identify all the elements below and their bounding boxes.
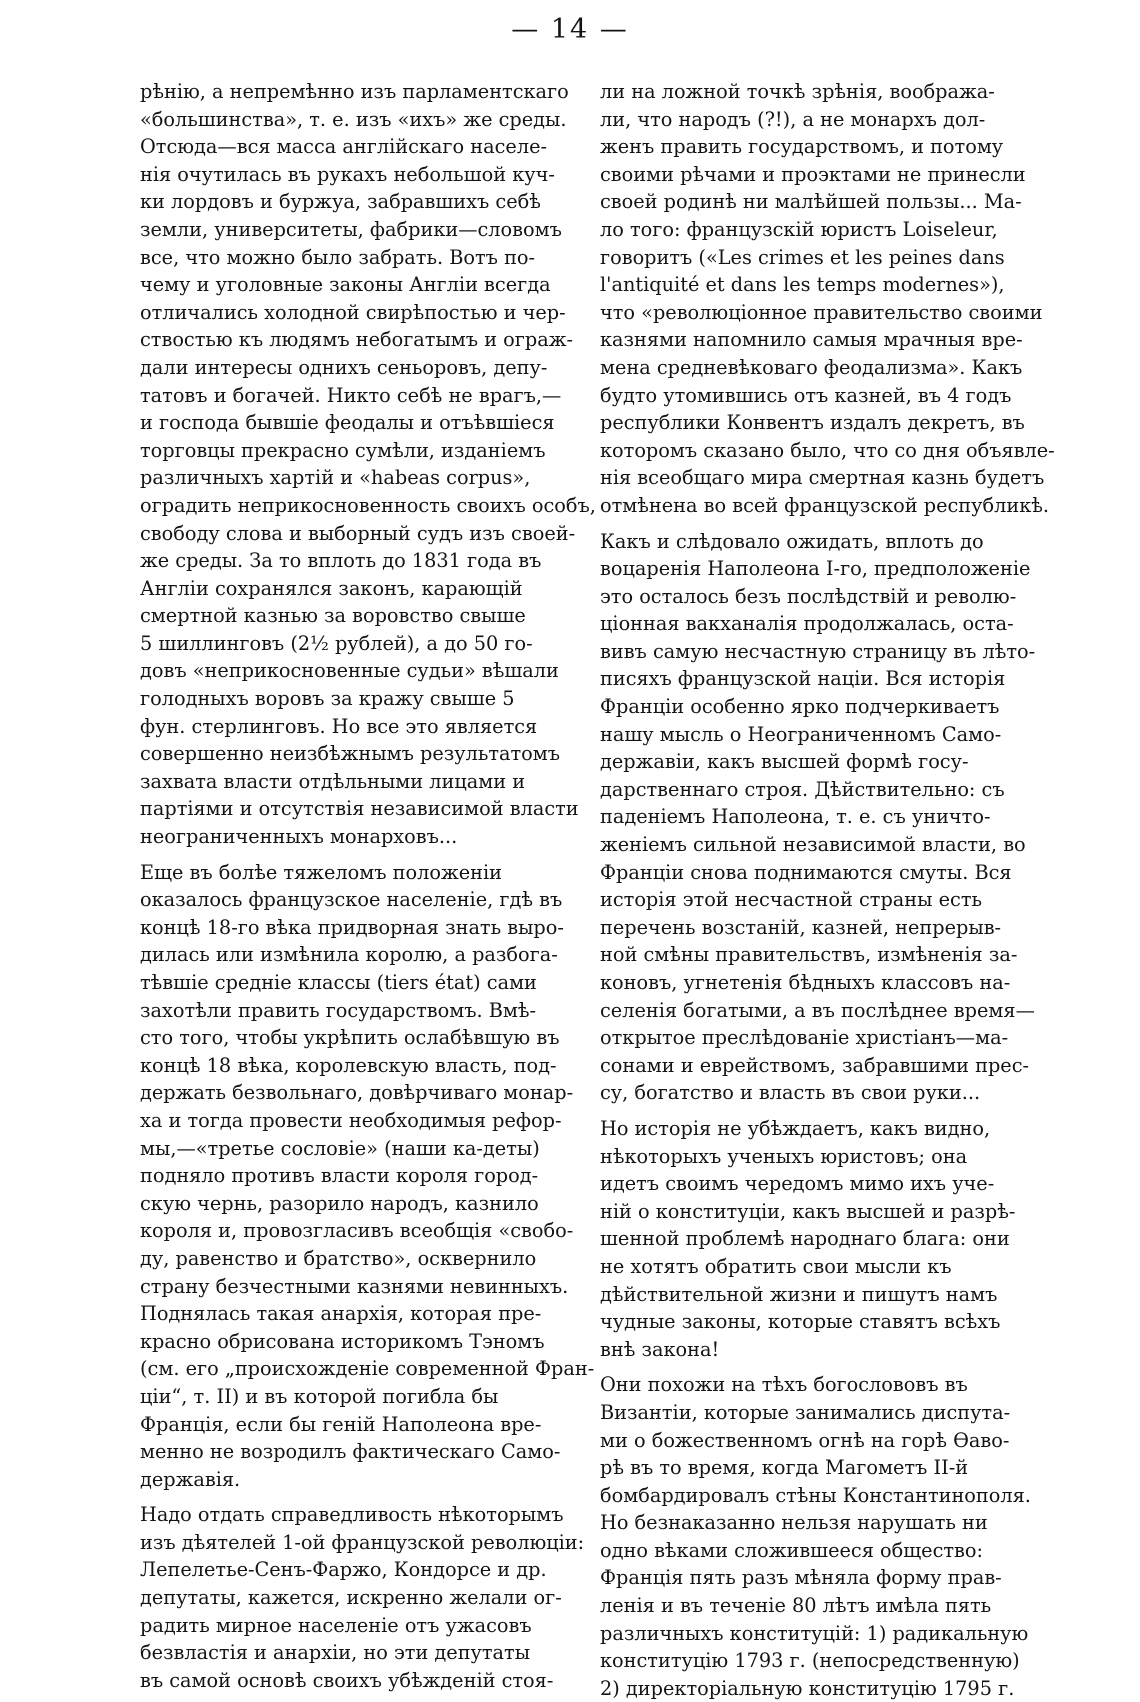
text-line: сонами и еврействомъ, забравшими прес- [600,1053,1030,1077]
text-line: внѣ закона! [600,1337,720,1361]
text-line: женіемъ сильной независимой власти, во [600,833,1026,857]
text-line: Но безнаказанно нельзя нарушать ни [600,1511,988,1535]
text-line: ціи“, т. II) и въ которой погибла бы [140,1384,499,1408]
text-line: ло того: французскій юристъ Loiseleur, [600,217,998,241]
text-line [600,1107,1030,1115]
text-line: ствостью къ людямъ небогатымъ и ограж- [140,328,573,352]
text-line: тѣвшіе средніе классы (tiers état) сами [140,971,537,994]
text-line: голодныхъ воровъ за кражу свыше 5 [140,687,515,711]
text-line: шенной проблемѣ народнаго блага: они [600,1227,1010,1251]
text-line: совершенно неизбѣжнымъ результатомъ [140,742,561,766]
text-line: идетъ своимъ чередомъ мимо ихъ уче- [600,1172,995,1196]
text-line: державіи, какъ высшей формѣ госу- [600,750,969,774]
text-line: которомъ сказано было, что со дня объявле- [600,438,1055,462]
text-line: рѣнію, а непремѣнно изъ парламентскаго [140,80,569,103]
text-line: это осталось безъ послѣдствій и револю- [600,584,1017,608]
text-line: подняло противъ власти короля город- [140,1164,539,1188]
text-line: паденіемъ Наполеона, т. е. съ уничто- [600,805,991,829]
text-line: оградить неприкосновенность своихъ особъ, [140,493,596,517]
text-line: казнями напомнило самыя мрачныя вре- [600,328,1023,352]
text-line: «большинства», т. е. изъ «ихъ» же среды. [140,107,567,131]
text-line: мена средневѣковаго феодализма». Какъ [600,355,1023,379]
text-line: своими рѣчами и проэктами не принесли [600,162,1026,186]
text-line: не хотятъ обратить свои мысли къ [600,1254,952,1278]
text-line: одно вѣками сложившееся общество: [600,1538,983,1562]
text-line: Франція, если бы геній Наполеона вре- [140,1412,542,1436]
text-line: депутаты, кажется, искренно желали ог- [140,1586,562,1610]
text-line: партіями и отсутствія независимой власти [140,797,579,821]
text-line: конституцію 1793 г. (непосредственную) [600,1649,1020,1673]
text-line: бомбардировалъ стѣны Константинополя. [600,1483,1031,1507]
text-line: Франціи особенно ярко подчеркиваетъ [600,695,1000,719]
text-line: короля и, провозгласивъ всеобщія «свобо- [140,1219,574,1243]
text-line: Отсюда—вся масса англійскаго населе- [140,135,547,159]
text-line: рѣ въ то время, когда Магометъ II-й [600,1456,969,1480]
text-line: перечень возстаній, казней, непрерыв- [600,915,1002,939]
text-line: татовъ и богачей. Никто себѣ не врагъ,— [140,383,562,407]
text-line: 5 шиллинговъ (2½ рублей), а до 50 го- [140,631,533,655]
text-line: мы,—«третье сословіе» (наши ка-деты) [140,1136,540,1160]
text-line: дѣйствительной жизни и пишутъ намъ [600,1282,998,1306]
text-line: менно не возродилъ фактическаго Само- [140,1440,561,1464]
text-line: воцаренія Наполеона I-го, предположеніе [600,557,1031,581]
text-line: Византіи, которые занимались диспута- [600,1400,1011,1424]
text-line: свободу слова и выборный судъ изъ своей- [140,521,576,545]
text-line: нашу мысль о Неограниченномъ Само- [600,722,1002,746]
text-line: безвластія и анархіи, но эти депутаты [140,1641,531,1665]
text-line: ціонная вакханалія продолжалась, оста- [600,612,1014,636]
text-line [600,1363,1030,1371]
text-line: нія очутилась въ рукахъ небольшой куч- [140,162,555,186]
text-line: Еще въ болѣе тяжеломъ положеніи [140,860,502,884]
text-line: различныхъ хартій и «habeas corpus», [140,466,531,490]
text-line: различныхъ конституцій: 1) радикальную [600,1621,1029,1645]
page-number: — 14 — [511,14,629,45]
text-line: Франція пять разъ мѣняла форму прав- [600,1566,1002,1590]
text-line: страну безчестными казнями невинныхъ. [140,1274,569,1298]
text-line: открытое преслѣдованіе христіанъ—ма- [600,1026,1009,1050]
text-line: ній о конституціи, какъ высшей и разрѣ- [600,1199,1016,1223]
text-line: Франціи снова поднимаются смуты. Вся [600,860,1012,884]
text-line: дарственнаго строя. Дѣйствительно: съ [600,777,1005,801]
text-line: 2) директоріальную конституцію 1795 г. [600,1676,1015,1700]
text-line [140,851,565,859]
text-line: су, богатство и власть въ свои руки... [600,1081,981,1105]
text-line: Но исторія не убѣждаетъ, какъ видно, [600,1116,991,1140]
text-line: Они похожи на тѣхъ богослововъ въ [600,1373,968,1397]
text-line: захотѣли править государствомъ. Вмѣ- [140,998,537,1022]
text-line: захвата власти отдѣльными лицами и [140,769,526,793]
text-line: все, что можно было забрать. Вотъ по- [140,245,536,269]
text-line: писяхъ французской націи. Вся исторія [600,667,1006,691]
text-line: Англіи сохранялся законъ, карающій [140,576,523,600]
text-line: красно обрисована историкомъ Тэномъ [140,1329,545,1353]
text-line: республики Конвентъ издалъ декретъ, въ [600,411,1025,435]
text-line: концѣ 18-го вѣка придворная знать выро- [140,915,564,939]
text-line: Лепелетье-Сенъ-Фаржо, Кондорсе и др. [140,1558,547,1582]
text-line: будто утомившись отъ казней, въ 4 годъ [600,383,1012,407]
text-line: что «революціонное правительство своими [600,300,1043,324]
text-line [600,520,1030,528]
text-line: чему и уголовные законы Англіи всегда [140,273,551,297]
text-line: говоритъ («Les crimes et les peines dans [600,245,1005,269]
text-line: изъ дѣятелей 1-ой французской революціи: [140,1530,585,1554]
text-line: Поднялась такая анархія, которая пре- [140,1302,542,1326]
text-line: концѣ 18 вѣка, королевскую власть, под- [140,1053,557,1077]
right-text-column [600,78,1055,1700]
text-line: державія. [140,1467,241,1491]
text-line: коновъ, угнетенія бѣдныхъ классовъ на- [600,971,1011,994]
text-line: дилась или измѣнила королю, а разбога- [140,943,558,967]
left-text-column [140,78,596,1692]
text-line: l'antiquité et dans les temps modernes»), [600,273,1005,297]
text-line: ха и тогда провести необходимыя рефор- [140,1108,562,1132]
text-line: ми о божественномъ огнѣ на горѣ Ѳавo- [600,1428,1010,1452]
text-line: ленія и въ теченіе 80 лѣтъ имѣла пять [600,1594,992,1618]
text-line: земли, университеты, фабрики—словомъ [140,217,562,241]
text-line: ной смѣны правительствъ, измѣненія за- [600,943,1018,967]
text-line: оказалось французское населеніе, гдѣ въ [140,888,563,912]
text-line: и господа бывшіе феодалы и отъѣвшіеся [140,411,555,435]
text-line: же среды. За то вплоть до 1831 года въ [140,549,542,573]
text-line: Надо отдать справедливость нѣкоторымъ [140,1503,564,1527]
text-line: вивъ самую несчастную страницу въ лѣто- [600,639,1036,663]
text-line: своей родинѣ ни малѣйшей пользы... Ма- [600,190,1022,214]
text-line: неограниченныхъ монарховъ... [140,825,458,849]
text-line: въ самой основѣ своихъ убѣжденій стоя- [140,1668,554,1692]
text-line: отличались холодной свирѣпостью и чер- [140,300,566,324]
text-line: Какъ и слѣдовало ожидать, вплоть до [600,529,984,553]
text-line: ду, равенство и братство», осквернило [140,1246,537,1270]
text-line: фун. стерлинговъ. Но все это является [140,714,538,738]
text-line: отмѣнена во всей французской республикѣ. [600,493,1050,517]
text-line: ли на ложной точкѣ зрѣнія, воображa- [600,80,995,103]
text-line: нія всеобщаго мира смертная казнь будетъ [600,466,1045,490]
text-line: скую чернь, разорило народъ, казнило [140,1191,539,1215]
text-line: смертной казнью за воровство свыше [140,604,526,628]
text-line [140,1493,565,1501]
text-line: держать безвольнаго, довѣрчиваго монар- [140,1081,574,1105]
text-line: женъ править государствомъ, и потому [600,135,1004,159]
text-line: ли, что народъ (?!), а не монархъ дол- [600,107,986,131]
text-line: сто того, чтобы укрѣпить ослабѣвшую въ [140,1026,560,1050]
text-line: исторія этой несчастной страны есть [600,888,982,912]
text-line: чудные законы, которые ставятъ всѣхъ [600,1310,1001,1334]
text-line: довъ «неприкосновенные судьи» вѣшали [140,659,559,683]
text-line: радить мирное населеніе отъ ужасовъ [140,1613,532,1637]
text-line: торговцы прекрасно сумѣли, изданіемъ [140,438,546,462]
text-line: ки лордовъ и буржуа, забравшихъ себѣ [140,190,541,214]
text-line: (см. его „происхожденіе современной Фран- [140,1357,595,1381]
text-line: нѣкоторыхъ ученыхъ юристовъ; она [600,1144,968,1168]
text-line: селенія богатыми, а въ послѣднее время— [600,998,1035,1022]
text-line: дали интересы однихъ сеньоровъ, депу- [140,355,548,379]
